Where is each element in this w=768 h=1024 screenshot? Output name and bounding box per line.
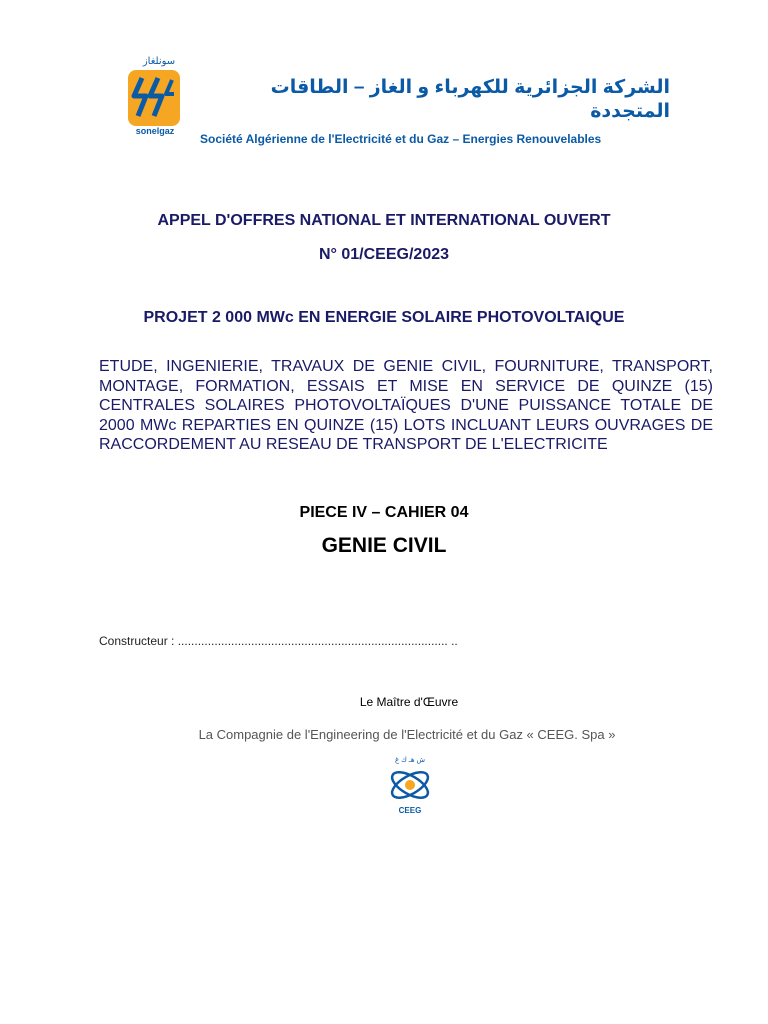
project-title: PROJET 2 000 MWc EN ENERGIE SOLAIRE PHOTOVOLTAIQUE — [143, 309, 625, 326]
sonelgaz-logo — [122, 56, 184, 140]
project-description: ETUDE, INGENIERIE, TRAVAUX DE GENIE CIVIL, FOURNITURE, TRANSPORT, MONTAGE, FORMATION, ESSAIS ET MISE EN SERVICE DE QUINZE (15) CENTRALES SOLAIRES PHOTOVOLTAÏQUES D'UNE PUISSANCE TOTALE DE 2000 MWc REPARTIES EN QUINZE (15) LOTS INCLUANT LEURS OUVRAGES DE RACCORDEMENT AU RESEAU DE TRANSPORT DE L'ELECTRICITE — [99, 358, 713, 453]
ceeg-logo-label: CEEG — [398, 806, 422, 815]
company-name-arabic: الشركة الجزائرية للكهرباء و الغاز – الطاقات المتجددة — [270, 77, 670, 122]
piece-heading: PIECE IV – CAHIER 04 — [299, 504, 469, 521]
sonelgaz-emblem-icon — [128, 70, 180, 126]
company-name-block — [200, 76, 670, 148]
header — [122, 56, 682, 146]
logo-latin-text: sonelgaz — [135, 126, 175, 136]
ceeg-emblem-icon — [387, 765, 433, 805]
tender-number: N° 01/CEEG/2023 — [318, 246, 450, 263]
ceeg-logo — [385, 756, 435, 816]
ceeg-logo-arabic: ش هـ ك غ — [394, 757, 426, 764]
company-name-french: Société Algérienne de l'Electricité et du Gaz – Energies Renouvelables — [200, 132, 602, 146]
logo-arabic-text: سونلغاز — [142, 56, 176, 67]
section-title: GENIE CIVIL — [321, 534, 447, 557]
tender-title: APPEL D'OFFRES NATIONAL ET INTERNATIONAL OUVERT — [157, 212, 611, 229]
maitre-oeuvre-label: Le Maître d'Œuvre — [359, 695, 459, 709]
constructeur-line: Constructeur : ................................................................................. .. — [99, 634, 458, 648]
ceeg-company-name: La Compagnie de l'Engineering de l'Electricité et du Gaz « CEEG. Spa » — [198, 727, 616, 742]
